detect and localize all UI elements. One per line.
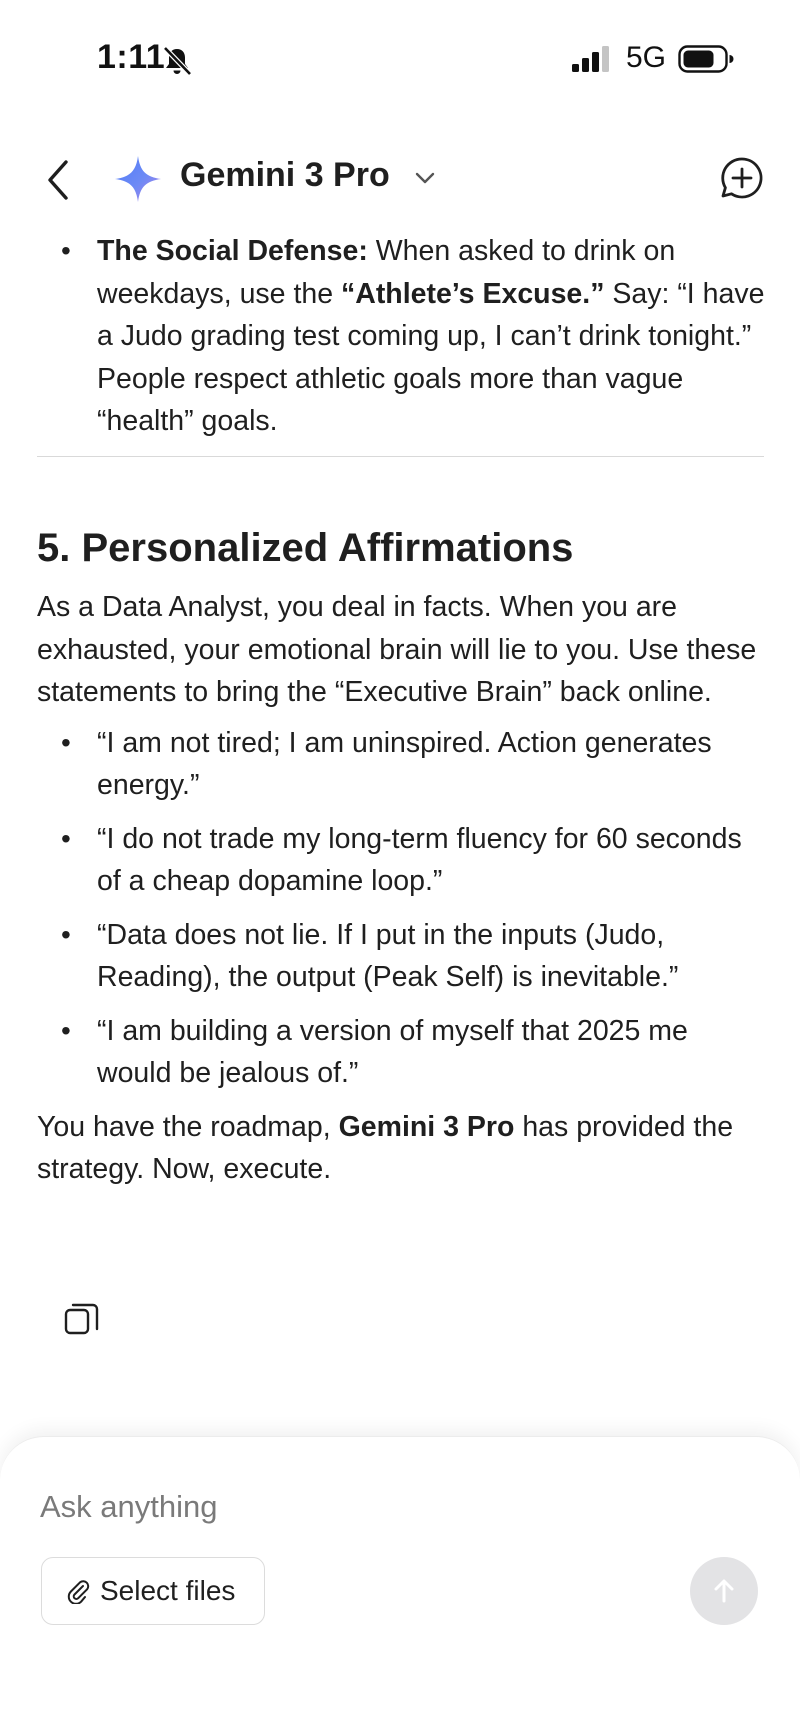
social-defense-text-a: When asked to drink on weekdays, use the bbox=[97, 235, 676, 310]
list-item: • “I do not trade my long-term fluency for 60 seconds of a cheap dopamine loop.” bbox=[37, 818, 767, 903]
battery-icon bbox=[678, 44, 734, 74]
select-files-button[interactable] bbox=[41, 1557, 265, 1625]
list-item-social-defense bbox=[37, 230, 767, 443]
list-item: • “I am building a version of myself that 2025 me would be jealous of.” bbox=[37, 1010, 767, 1095]
select-files-label: Select files bbox=[100, 1575, 236, 1606]
new-chat-icon[interactable] bbox=[718, 154, 766, 202]
affirmation-list bbox=[37, 722, 767, 1095]
closing-text-b: has provided the strategy. Now, execute. bbox=[37, 1110, 734, 1185]
network-label: 5G bbox=[626, 41, 667, 74]
chevron-down-icon[interactable] bbox=[412, 168, 438, 188]
paperclip-icon bbox=[66, 1578, 90, 1604]
closing-text-a: You have the roadmap, bbox=[37, 1110, 339, 1143]
prompt-input[interactable] bbox=[40, 1477, 640, 1537]
response-content-top bbox=[37, 230, 767, 443]
status-bar bbox=[0, 0, 800, 120]
copy-icon[interactable] bbox=[64, 1300, 100, 1336]
section-personalized-affirmations bbox=[37, 520, 767, 1191]
status-time: 1:11 bbox=[97, 38, 166, 76]
closing-model-name: Gemini 3 Pro bbox=[338, 1110, 515, 1143]
model-selector-label[interactable]: Gemini 3 Pro bbox=[180, 156, 390, 194]
social-defense-text-b: Say: “I have a Judo grading test coming up, I can’t drink tonight.” People respect athletic goals more than vague “health” goals. bbox=[97, 277, 765, 437]
closing-paragraph bbox=[37, 1106, 767, 1191]
section-intro: As a Data Analyst, you deal in facts. When you are exhausted, your emotional brain will lie to you. Use these statements to bring the “Executive Brain” back online. bbox=[37, 591, 757, 708]
list-item: • “I am not tired; I am uninspired. Action generates energy.” bbox=[37, 722, 767, 807]
gemini-spark-icon bbox=[113, 154, 163, 204]
send-button[interactable] bbox=[690, 1557, 758, 1625]
composer bbox=[0, 1436, 800, 1734]
signal-icon bbox=[572, 46, 612, 74]
section-heading: 5. Personalized Affirmations bbox=[37, 526, 574, 570]
chat-header bbox=[0, 140, 800, 220]
section-divider bbox=[37, 456, 764, 457]
list-item: • “Data does not lie. If I put in the inputs (Judo, Reading), the output (Peak Self) is inevitable.” bbox=[37, 914, 767, 999]
social-defense-label: The Social Defense: bbox=[97, 235, 368, 267]
back-icon[interactable] bbox=[40, 156, 80, 204]
athletes-excuse: “Athlete’s Excuse.” bbox=[340, 277, 605, 310]
bell-slash-icon bbox=[160, 44, 194, 78]
arrow-up-icon bbox=[709, 1576, 739, 1606]
